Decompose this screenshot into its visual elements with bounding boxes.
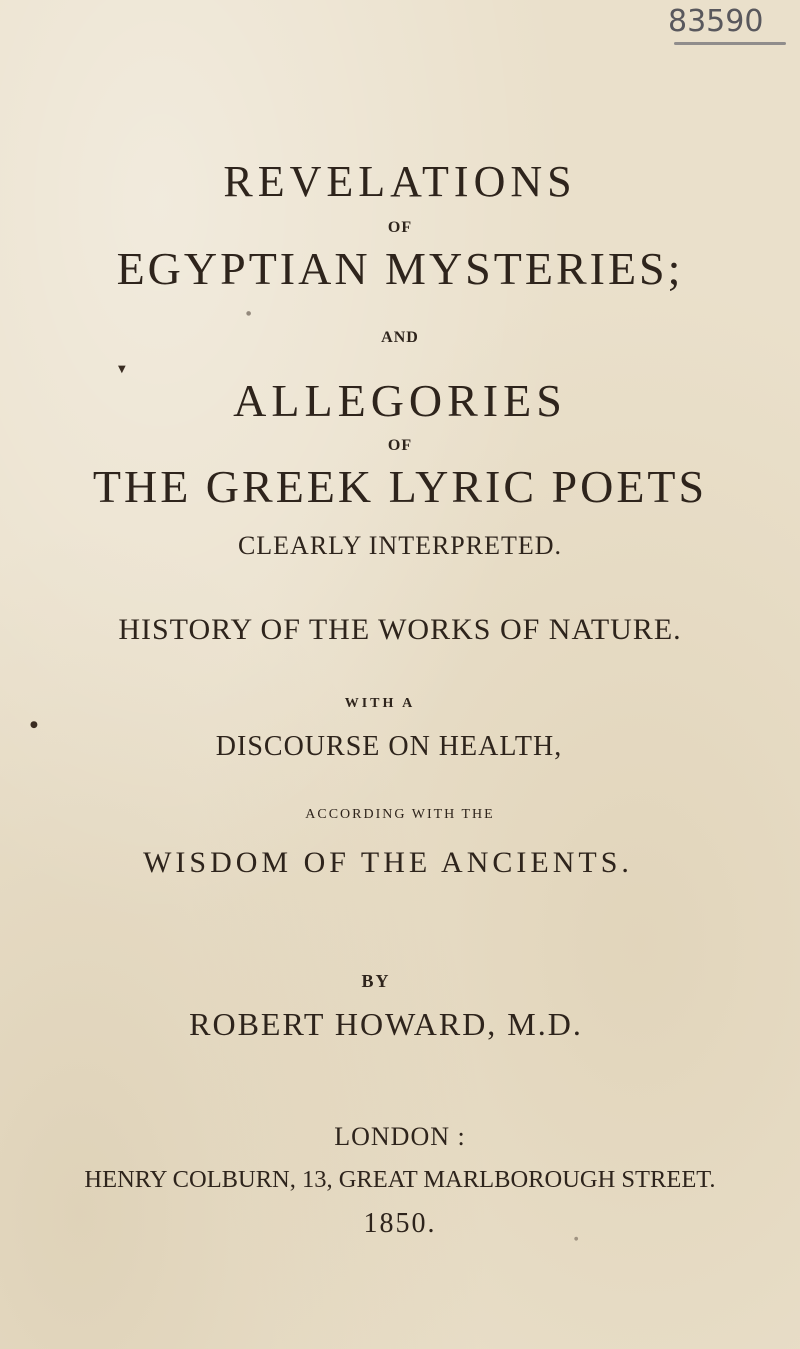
imprint-city: LONDON : [334,1122,466,1151]
connector-and: AND [381,329,419,346]
imprint-publisher: HENRY COLBURN, 13, GREAT MARLBOROUGH STREET. [84,1166,716,1193]
title-greek-lyric-poets: THE GREEK LYRIC POETS [92,461,708,512]
connector-of-2: OF [387,437,413,454]
title-history-of-nature: HISTORY OF THE WORKS OF NATURE. [118,613,682,646]
ink-speck: ▼ [118,364,126,375]
connector-of-1: OF [387,219,413,236]
title-egyptian-mysteries: EGYPTIAN MYSTERIES; [116,243,684,294]
title-wisdom-of-ancients: WISDOM OF THE ANCIENTS. [143,846,633,879]
ink-speck: ● [574,1236,579,1242]
author-name: ROBERT HOWARD, M.D. [189,1006,583,1042]
connector-according-with-the: ACCORDING WITH THE [305,807,495,822]
shelfmark-underline [674,42,786,45]
title-revelations: REVELATIONS [223,157,577,206]
title-discourse-on-health: DISCOURSE ON HEALTH, [215,731,563,762]
byline-label: BY [361,971,391,991]
ink-speck: ● [246,310,252,317]
library-shelfmark [668,4,788,56]
imprint-year: 1850. [363,1208,437,1239]
title-allegories: ALLEGORIES [233,375,567,426]
connector-with-a: WITH A [344,696,416,711]
ink-speck: ● [30,720,38,730]
title-clearly-interpreted: CLEARLY INTERPRETED. [237,531,563,560]
shelfmark-number: 83590 [668,4,764,39]
